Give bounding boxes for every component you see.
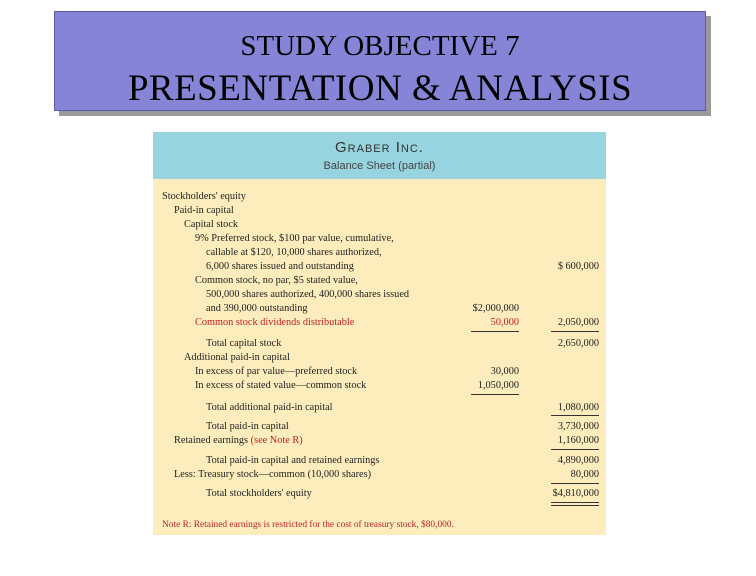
double-underline-top: [551, 502, 599, 503]
row-dividends-distributable: [153, 316, 606, 330]
amount-col2: 2,050,000: [557, 317, 599, 328]
row-label: and 390,000 outstanding: [206, 303, 308, 314]
banner-title-line1: STUDY OBJECTIVE 7: [240, 30, 520, 62]
row-label: callable at $120, 10,000 shares authorized,: [206, 247, 382, 258]
row-preferred-shares: [153, 260, 606, 274]
amount-col2: 2,650,000: [557, 338, 599, 349]
amount-col1: $2,000,000: [472, 303, 519, 314]
see-note-r-link: (see Note R): [248, 435, 303, 446]
row-total-stockholders-equity: [153, 487, 606, 501]
row-preferred-callable: [153, 246, 606, 260]
amount-col1: 1,050,000: [477, 380, 519, 391]
amount-col1: 30,000: [490, 366, 519, 377]
amount-col2: 3,730,000: [557, 421, 599, 432]
row-label: Total capital stock: [206, 338, 282, 349]
row-label: Total stockholders' equity: [206, 488, 312, 499]
banner-title-line2: PRESENTATION & ANALYSIS: [127, 68, 633, 109]
double-underline-bottom: [551, 505, 599, 506]
row-label: Stockholders' equity: [162, 191, 246, 202]
row-common-stock-desc: [153, 274, 606, 288]
company-name: Graber Inc.: [335, 139, 424, 156]
row-label: Total additional paid-in capital: [206, 402, 333, 413]
underline-col1: [471, 394, 519, 395]
row-label: Capital stock: [184, 219, 239, 230]
row-label: In excess of stated value—common stock: [195, 380, 367, 391]
row-label: 500,000 shares authorized, 400,000 shares issued: [206, 289, 410, 300]
amount-col1: 50,000: [490, 317, 519, 328]
underline-col2: [551, 331, 599, 332]
row-additional-paid-in: [153, 351, 606, 365]
row-label: 9% Preferred stock, $100 par value, cumulative,: [195, 233, 394, 244]
underline-col1: [471, 331, 519, 332]
row-common-authorized: [153, 288, 606, 302]
row-treasury-stock: [153, 468, 606, 482]
row-total-capital-stock: [153, 337, 606, 351]
row-label: Common stock, no par, $5 stated value,: [195, 275, 358, 286]
amount-col2: $4,810,000: [552, 488, 599, 499]
row-excess-par-preferred: [153, 365, 606, 379]
row-excess-stated-common: [153, 379, 606, 393]
note-r: Note R: Retained earnings is restricted for the cost of treasury stock, $80,000.: [162, 520, 454, 530]
row-total-paid-in-retained: [153, 454, 606, 468]
amount-col2: 1,080,000: [557, 402, 599, 413]
row-label: Paid-in capital: [174, 205, 234, 216]
underline-col2: [551, 415, 599, 416]
retained-earnings-label: Retained earnings: [174, 435, 249, 446]
row-label: Less: Treasury stock—common (10,000 shares): [174, 469, 372, 480]
row-total-additional-paid-in: [153, 401, 606, 415]
row-preferred-stock-desc: [153, 232, 606, 246]
statement-subtitle: Balance Sheet (partial): [323, 160, 436, 172]
row-common-outstanding: [153, 302, 606, 316]
row-label: [174, 434, 303, 448]
row-label: Common stock dividends distributable: [195, 317, 355, 328]
amount-col2: 80,000: [570, 469, 599, 480]
row-label: Total paid-in capital and retained earnings: [206, 455, 380, 466]
row-label: 6,000 shares issued and outstanding: [206, 261, 354, 272]
row-total-paid-in: [153, 420, 606, 434]
row-label: In excess of par value—preferred stock: [195, 366, 358, 377]
row-paid-in-capital: [153, 204, 606, 218]
underline-col2: [551, 449, 599, 450]
balance-sheet-panel: [153, 132, 606, 535]
amount-col2: $ 600,000: [557, 261, 599, 272]
amount-col2: 4,890,000: [557, 455, 599, 466]
row-stockholders-equity: [153, 190, 606, 204]
balance-sheet-header: [153, 132, 606, 179]
amount-col2: 1,160,000: [557, 435, 599, 446]
row-capital-stock: [153, 218, 606, 232]
title-banner: [54, 11, 706, 111]
row-label: Total paid-in capital: [206, 421, 289, 432]
row-label: Additional paid-in capital: [184, 352, 290, 363]
row-retained-earnings: [153, 434, 606, 448]
underline-col2: [551, 483, 599, 484]
